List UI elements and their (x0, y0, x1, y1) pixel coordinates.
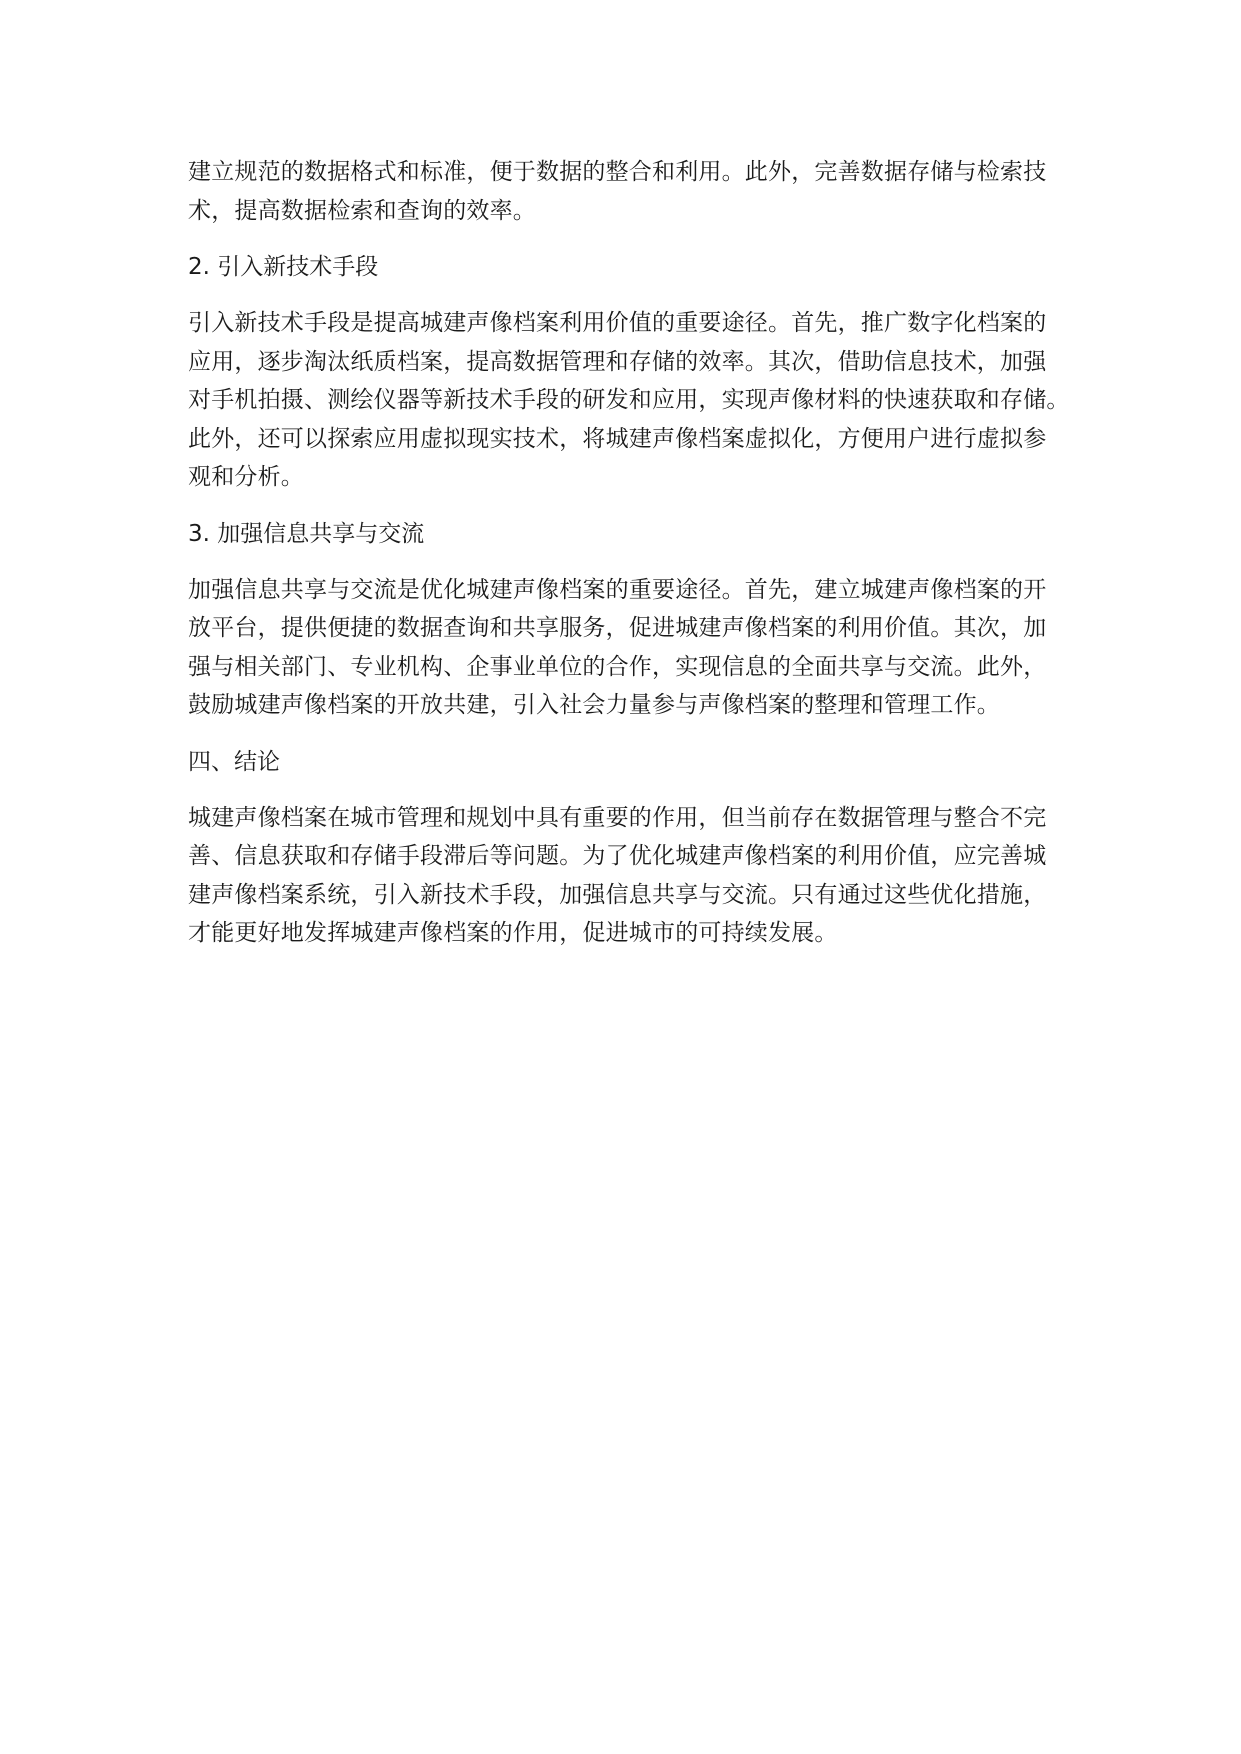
paragraph-line: 城建声像档案在城市管理和规划中具有重要的作用，但当前存在数据管理与整合不完 (188, 804, 1047, 831)
paragraph-line: 术，提高数据检索和查询的效率。 (188, 197, 536, 224)
paragraph-new-tech (188, 304, 1088, 497)
section-heading-info-sharing: 3. 加强信息共享与交流 (188, 520, 425, 547)
paragraph-line: 引入新技术手段是提高城建声像档案利用价值的重要途径。首先，推广数字化档案的 (188, 310, 1047, 336)
paragraph-line: 观和分析。 (188, 464, 304, 490)
section-heading-new-tech: 2. 引入新技术手段 (188, 254, 379, 280)
paragraph-line: 对手机拍摄、测绘仪器等新技术手段的研发和应用，实现声像材料的快速获取和存储。 (188, 387, 1070, 413)
paragraph-data-standards (188, 153, 1088, 230)
document-body (188, 153, 1088, 971)
paragraph-line: 鼓励城建声像档案的开放共建，引入社会力量参与声像档案的整理和管理工作。 (188, 692, 1000, 718)
paragraph-line: 善、信息获取和存储手段滞后等问题。为了优化城建声像档案的利用价值，应完善城 (188, 843, 1047, 869)
paragraph-line: 此外，还可以探索应用虚拟现实技术，将城建声像档案虚拟化，方便用户进行虚拟参 (188, 425, 1047, 452)
paragraph-line: 应用，逐步淘汰纸质档案，提高数据管理和存储的效率。其次，借助信息技术，加强 (188, 348, 1047, 375)
paragraph-line: 建立规范的数据格式和标准，便于数据的整合和利用。此外，完善数据存储与检索技 (188, 159, 1047, 185)
paragraph-info-sharing (188, 571, 1088, 725)
paragraph-line: 放平台，提供便捷的数据查询和共享服务，促进城建声像档案的利用价值。其次，加 (188, 615, 1047, 641)
paragraph-line: 建声像档案系统，引入新技术手段，加强信息共享与交流。只有通过这些优化措施， (188, 881, 1047, 908)
paragraph-conclusion (188, 799, 1088, 953)
paragraph-line: 加强信息共享与交流是优化城建声像档案的重要途径。首先，建立城建声像档案的开 (188, 576, 1047, 603)
paragraph-line: 才能更好地发挥城建声像档案的作用，促进城市的可持续发展。 (188, 920, 838, 946)
section-heading-conclusion: 四、结论 (188, 748, 280, 775)
paragraph-line: 强与相关部门、专业机构、企事业单位的合作，实现信息的全面共享与交流。此外， (188, 653, 1047, 680)
